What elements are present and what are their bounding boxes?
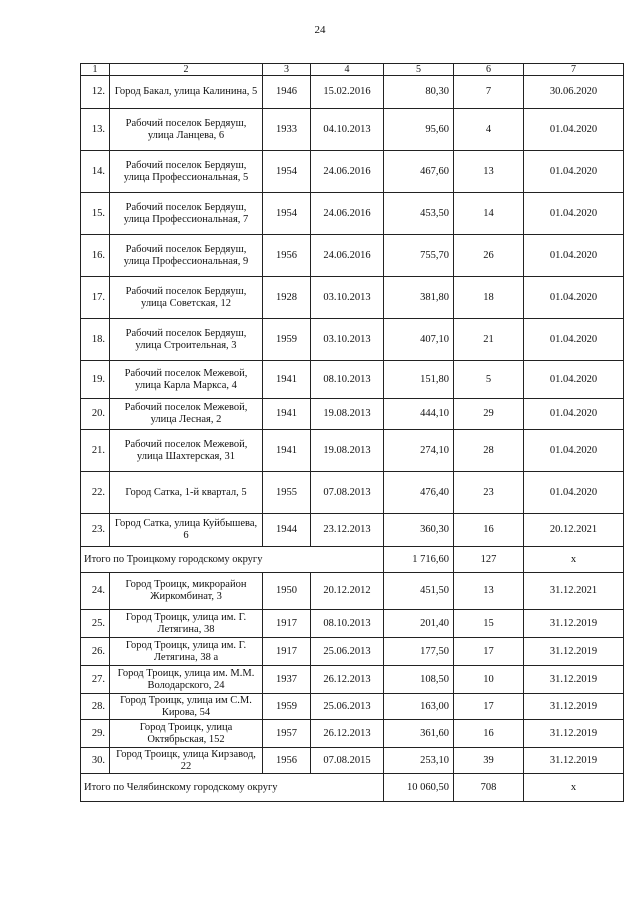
total-row [81, 774, 624, 802]
total-deadline-cell: х [524, 774, 624, 802]
address-cell: Рабочий поселок Бердяуш, улица Профессиональная, 5 [110, 151, 263, 193]
year-cell: 1954 [263, 151, 311, 193]
address-cell: Рабочий поселок Бердяуш, улица Ланцева, 6 [110, 109, 263, 151]
area-cell: 151,80 [384, 361, 454, 399]
deadline-cell: 31.12.2019 [524, 638, 624, 666]
deadline-cell: 20.12.2021 [524, 514, 624, 547]
table-row [81, 514, 624, 547]
people-cell: 10 [454, 666, 524, 694]
address-cell: Рабочий поселок Бердяуш, улица Профессиональная, 9 [110, 235, 263, 277]
row-number-cell: 18. [81, 319, 110, 361]
header-cell: 7 [524, 64, 624, 76]
date-cell: 24.06.2016 [311, 151, 384, 193]
table-row [81, 193, 624, 235]
year-cell: 1917 [263, 610, 311, 638]
year-cell: 1955 [263, 472, 311, 514]
people-cell: 14 [454, 193, 524, 235]
date-cell: 07.08.2015 [311, 748, 384, 774]
total-row [81, 547, 624, 573]
address-cell: Город Троицк, улица им. Г. Летягина, 38 а [110, 638, 263, 666]
table-row [81, 76, 624, 109]
total-people-cell: 708 [454, 774, 524, 802]
deadline-cell: 01.04.2020 [524, 319, 624, 361]
people-cell: 17 [454, 638, 524, 666]
address-cell: Рабочий поселок Бердяуш, улица Строительная, 3 [110, 319, 263, 361]
area-cell: 163,00 [384, 694, 454, 720]
address-cell: Город Сатка, 1-й квартал, 5 [110, 472, 263, 514]
people-cell: 15 [454, 610, 524, 638]
deadline-cell: 01.04.2020 [524, 399, 624, 430]
page-number: 24 [314, 24, 326, 36]
area-cell: 444,10 [384, 399, 454, 430]
row-number-cell: 12. [81, 76, 110, 109]
table-row [81, 430, 624, 472]
address-cell: Город Троицк, улица им. М.М. Володарского, 24 [110, 666, 263, 694]
date-cell: 25.06.2013 [311, 694, 384, 720]
area-cell: 253,10 [384, 748, 454, 774]
address-cell: Город Троицк, улица Кирзавод, 22 [110, 748, 263, 774]
row-number-cell: 24. [81, 573, 110, 610]
table-row [81, 151, 624, 193]
year-cell: 1956 [263, 235, 311, 277]
people-cell: 23 [454, 472, 524, 514]
address-cell: Рабочий поселок Межевой, улица Лесная, 2 [110, 399, 263, 430]
date-cell: 19.08.2013 [311, 430, 384, 472]
year-cell: 1941 [263, 399, 311, 430]
year-cell: 1956 [263, 748, 311, 774]
deadline-cell: 01.04.2020 [524, 472, 624, 514]
year-cell: 1937 [263, 666, 311, 694]
deadline-cell: 01.04.2020 [524, 151, 624, 193]
table-row [81, 638, 624, 666]
area-cell: 95,60 [384, 109, 454, 151]
people-cell: 7 [454, 76, 524, 109]
year-cell: 1950 [263, 573, 311, 610]
row-number-cell: 20. [81, 399, 110, 430]
year-cell: 1917 [263, 638, 311, 666]
year-cell: 1944 [263, 514, 311, 547]
row-number-cell: 14. [81, 151, 110, 193]
row-number-cell: 16. [81, 235, 110, 277]
total-people-cell: 127 [454, 547, 524, 573]
year-cell: 1954 [263, 193, 311, 235]
table-row [81, 361, 624, 399]
table-row [81, 235, 624, 277]
table-row [81, 109, 624, 151]
area-cell: 407,10 [384, 319, 454, 361]
total-area-cell: 10 060,50 [384, 774, 454, 802]
row-number-cell: 13. [81, 109, 110, 151]
date-cell: 04.10.2013 [311, 109, 384, 151]
date-cell: 15.02.2016 [311, 76, 384, 109]
deadline-cell: 31.12.2019 [524, 748, 624, 774]
area-cell: 467,60 [384, 151, 454, 193]
area-cell: 453,50 [384, 193, 454, 235]
deadline-cell: 01.04.2020 [524, 277, 624, 319]
area-cell: 201,40 [384, 610, 454, 638]
row-number-cell: 30. [81, 748, 110, 774]
header-cell: 3 [263, 64, 311, 76]
table-row [81, 610, 624, 638]
area-cell: 177,50 [384, 638, 454, 666]
area-cell: 108,50 [384, 666, 454, 694]
date-cell: 07.08.2013 [311, 472, 384, 514]
date-cell: 20.12.2012 [311, 573, 384, 610]
table-row [81, 573, 624, 610]
row-number-cell: 25. [81, 610, 110, 638]
table-row [81, 720, 624, 748]
deadline-cell: 31.12.2019 [524, 720, 624, 748]
address-cell: Рабочий поселок Бердяуш, улица Профессиональная, 7 [110, 193, 263, 235]
people-cell: 29 [454, 399, 524, 430]
date-cell: 08.10.2013 [311, 610, 384, 638]
people-cell: 16 [454, 514, 524, 547]
area-cell: 381,80 [384, 277, 454, 319]
row-number-cell: 15. [81, 193, 110, 235]
header-cell: 4 [311, 64, 384, 76]
address-cell: Город Троицк, микрорайон Жиркомбинат, 3 [110, 573, 263, 610]
date-cell: 24.06.2016 [311, 193, 384, 235]
total-label: Итого по Челябинскому городскому округу [81, 774, 384, 802]
deadline-cell: 30.06.2020 [524, 76, 624, 109]
header-cell: 2 [110, 64, 263, 76]
table-row [81, 277, 624, 319]
date-cell: 08.10.2013 [311, 361, 384, 399]
table-row [81, 748, 624, 774]
area-cell: 274,10 [384, 430, 454, 472]
date-cell: 26.12.2013 [311, 720, 384, 748]
header-cell: 5 [384, 64, 454, 76]
year-cell: 1959 [263, 319, 311, 361]
year-cell: 1946 [263, 76, 311, 109]
date-cell: 25.06.2013 [311, 638, 384, 666]
year-cell: 1959 [263, 694, 311, 720]
deadline-cell: 01.04.2020 [524, 235, 624, 277]
people-cell: 26 [454, 235, 524, 277]
deadline-cell: 31.12.2019 [524, 666, 624, 694]
date-cell: 24.06.2016 [311, 235, 384, 277]
deadline-cell: 31.12.2019 [524, 694, 624, 720]
year-cell: 1941 [263, 361, 311, 399]
total-deadline-cell: х [524, 547, 624, 573]
housing-table [80, 63, 624, 802]
address-cell: Город Сатка, улица Куйбышева, 6 [110, 514, 263, 547]
area-cell: 451,50 [384, 573, 454, 610]
people-cell: 16 [454, 720, 524, 748]
year-cell: 1928 [263, 277, 311, 319]
deadline-cell: 01.04.2020 [524, 430, 624, 472]
header-row [81, 64, 624, 76]
table-row [81, 319, 624, 361]
address-cell: Город Троицк, улица Октябрьская, 152 [110, 720, 263, 748]
address-cell: Город Троицк, улица им. Г. Летягина, 38 [110, 610, 263, 638]
people-cell: 39 [454, 748, 524, 774]
date-cell: 19.08.2013 [311, 399, 384, 430]
people-cell: 17 [454, 694, 524, 720]
people-cell: 4 [454, 109, 524, 151]
year-cell: 1933 [263, 109, 311, 151]
row-number-cell: 27. [81, 666, 110, 694]
row-number-cell: 21. [81, 430, 110, 472]
date-cell: 03.10.2013 [311, 319, 384, 361]
row-number-cell: 19. [81, 361, 110, 399]
table-row [81, 694, 624, 720]
date-cell: 03.10.2013 [311, 277, 384, 319]
deadline-cell: 01.04.2020 [524, 193, 624, 235]
deadline-cell: 01.04.2020 [524, 109, 624, 151]
area-cell: 360,30 [384, 514, 454, 547]
row-number-cell: 26. [81, 638, 110, 666]
date-cell: 23.12.2013 [311, 514, 384, 547]
deadline-cell: 01.04.2020 [524, 361, 624, 399]
area-cell: 476,40 [384, 472, 454, 514]
year-cell: 1957 [263, 720, 311, 748]
deadline-cell: 31.12.2019 [524, 610, 624, 638]
area-cell: 80,30 [384, 76, 454, 109]
row-number-cell: 22. [81, 472, 110, 514]
address-cell: Город Троицк, улица им С.М. Кирова, 54 [110, 694, 263, 720]
address-cell: Рабочий поселок Межевой, улица Шахтерская, 31 [110, 430, 263, 472]
people-cell: 28 [454, 430, 524, 472]
area-cell: 361,60 [384, 720, 454, 748]
header-cell: 6 [454, 64, 524, 76]
people-cell: 13 [454, 573, 524, 610]
header-cell: 1 [81, 64, 110, 76]
row-number-cell: 23. [81, 514, 110, 547]
table-body [81, 64, 624, 802]
table-row [81, 399, 624, 430]
year-cell: 1941 [263, 430, 311, 472]
table-row [81, 666, 624, 694]
row-number-cell: 29. [81, 720, 110, 748]
address-cell: Город Бакал, улица Калинина, 5 [110, 76, 263, 109]
address-cell: Рабочий поселок Бердяуш, улица Советская, 12 [110, 277, 263, 319]
row-number-cell: 28. [81, 694, 110, 720]
people-cell: 5 [454, 361, 524, 399]
people-cell: 18 [454, 277, 524, 319]
deadline-cell: 31.12.2021 [524, 573, 624, 610]
total-label: Итого по Троицкому городскому округу [81, 547, 384, 573]
people-cell: 21 [454, 319, 524, 361]
row-number-cell: 17. [81, 277, 110, 319]
address-cell: Рабочий поселок Межевой, улица Карла Маркса, 4 [110, 361, 263, 399]
date-cell: 26.12.2013 [311, 666, 384, 694]
area-cell: 755,70 [384, 235, 454, 277]
total-area-cell: 1 716,60 [384, 547, 454, 573]
people-cell: 13 [454, 151, 524, 193]
table-row [81, 472, 624, 514]
